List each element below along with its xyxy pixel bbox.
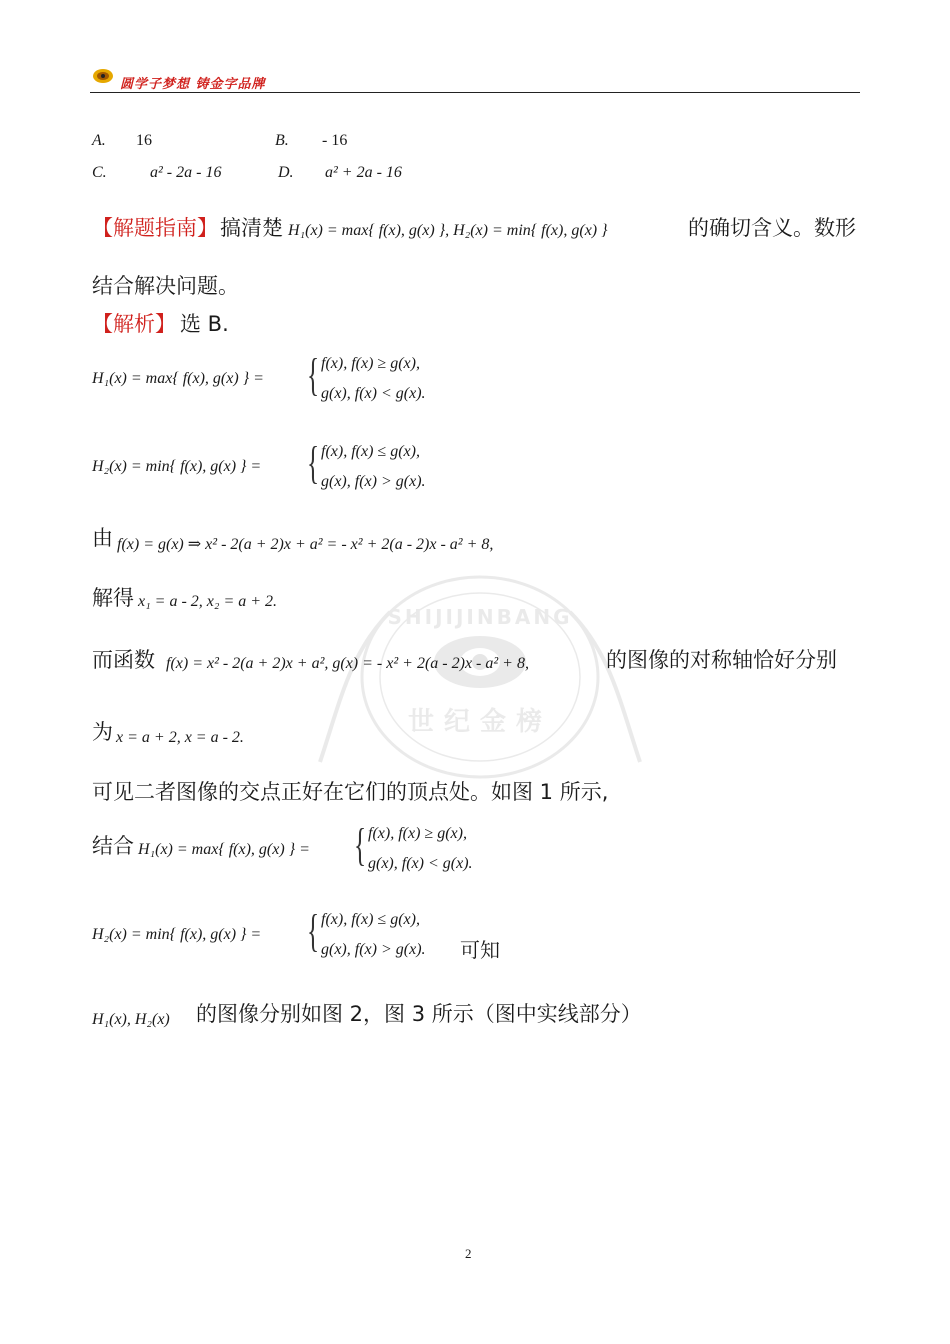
option-a-value: 16 xyxy=(136,132,152,149)
option-c-label: C. xyxy=(92,164,107,181)
header-divider xyxy=(90,92,860,93)
option-a-label: A. xyxy=(92,132,106,149)
guide-text-before: 搞清楚 xyxy=(220,216,283,240)
option-b-label: B. xyxy=(275,132,289,149)
h2-again-case-1: f(x), f(x) ≤ g(x), xyxy=(321,911,420,928)
step-func-label: 而函数 xyxy=(92,648,155,672)
page-number: 2 xyxy=(465,1246,472,1261)
guide-formula: H₁(x) = max{ f(x), g(x) }, H₂(x) = min{ f(x), g(x) } xyxy=(288,222,608,239)
step-func-text-after: 的图像的对称轴恰好分别 xyxy=(606,648,837,672)
guide-text-after: 的确切含义。数形 xyxy=(688,216,856,240)
combine-case-1: f(x), f(x) ≥ g(x), xyxy=(368,825,467,842)
step-axes-formula: x = a + 2, x = a - 2. xyxy=(116,729,244,746)
analysis-tag: 【解析】 xyxy=(92,312,176,336)
step-func-formula: f(x) = x² - 2(a + 2)x + a², g(x) = - x² + 2(a - 2)x - a² + 8, xyxy=(166,655,529,672)
brace-icon: { xyxy=(307,905,320,956)
brace-icon: { xyxy=(307,437,320,488)
watermark-seal xyxy=(280,562,680,797)
h1-definition-lhs: H₁(x) = max{ f(x), g(x) } = xyxy=(92,370,264,387)
h2-again-lhs: H₂(x) = min{ f(x), g(x) } = xyxy=(92,926,262,943)
option-d-value: a² + 2a - 16 xyxy=(325,164,402,181)
step-combine-lhs: H₁(x) = max{ f(x), g(x) } = xyxy=(138,841,310,858)
step-axes-label: 为 xyxy=(92,720,113,744)
step-you-label: 由 xyxy=(92,526,113,550)
brace-icon: { xyxy=(354,819,367,870)
guide-tag: 【解题指南】 xyxy=(92,216,218,240)
h2-case-2: g(x), f(x) > g(x). xyxy=(321,473,426,490)
step-visible-text: 可见二者图像的交点正好在它们的顶点处。如图 1 所示, xyxy=(92,780,609,804)
option-d-label: D. xyxy=(278,164,294,181)
final-formula: H₁(x), H₂(x) xyxy=(92,1011,170,1028)
header-slogan: 圆学子梦想 铸金字品牌 xyxy=(120,77,266,92)
brace-icon: { xyxy=(307,349,320,400)
final-text: 的图像分别如图 2，图 3 所示（图中实线部分） xyxy=(196,1002,642,1026)
h2-again-case-2: g(x), f(x) > g(x). xyxy=(321,941,426,958)
watermark-cn-text: 世纪金榜 xyxy=(407,707,553,737)
step-solve-formula: x₁ = a - 2, x₂ = a + 2. xyxy=(138,593,278,610)
step-solve-label: 解得 xyxy=(92,586,134,610)
h2-again-suffix: 可知 xyxy=(460,938,500,962)
option-b-value: - 16 xyxy=(322,132,348,149)
h2-case-1: f(x), f(x) ≤ g(x), xyxy=(321,443,420,460)
combine-case-2: g(x), f(x) < g(x). xyxy=(368,855,473,872)
h1-case-2: g(x), f(x) < g(x). xyxy=(321,385,426,402)
step-combine-label: 结合 xyxy=(92,834,134,858)
analysis-text: 选 B. xyxy=(180,312,229,336)
h2-definition-lhs: H₂(x) = min{ f(x), g(x) } = xyxy=(92,458,262,475)
guide-line2: 结合解决问题。 xyxy=(92,274,239,298)
watermark-arc-text: SHIJIJINBANG xyxy=(387,605,573,629)
step-you-formula: f(x) = g(x) ⇒ x² - 2(a + 2)x + a² = - x² + 2(a - 2)x - a² + 8, xyxy=(117,536,494,553)
h1-case-1: f(x), f(x) ≥ g(x), xyxy=(321,355,420,372)
option-c-value: a² - 2a - 16 xyxy=(150,164,222,181)
brand-logo-icon xyxy=(92,68,114,84)
